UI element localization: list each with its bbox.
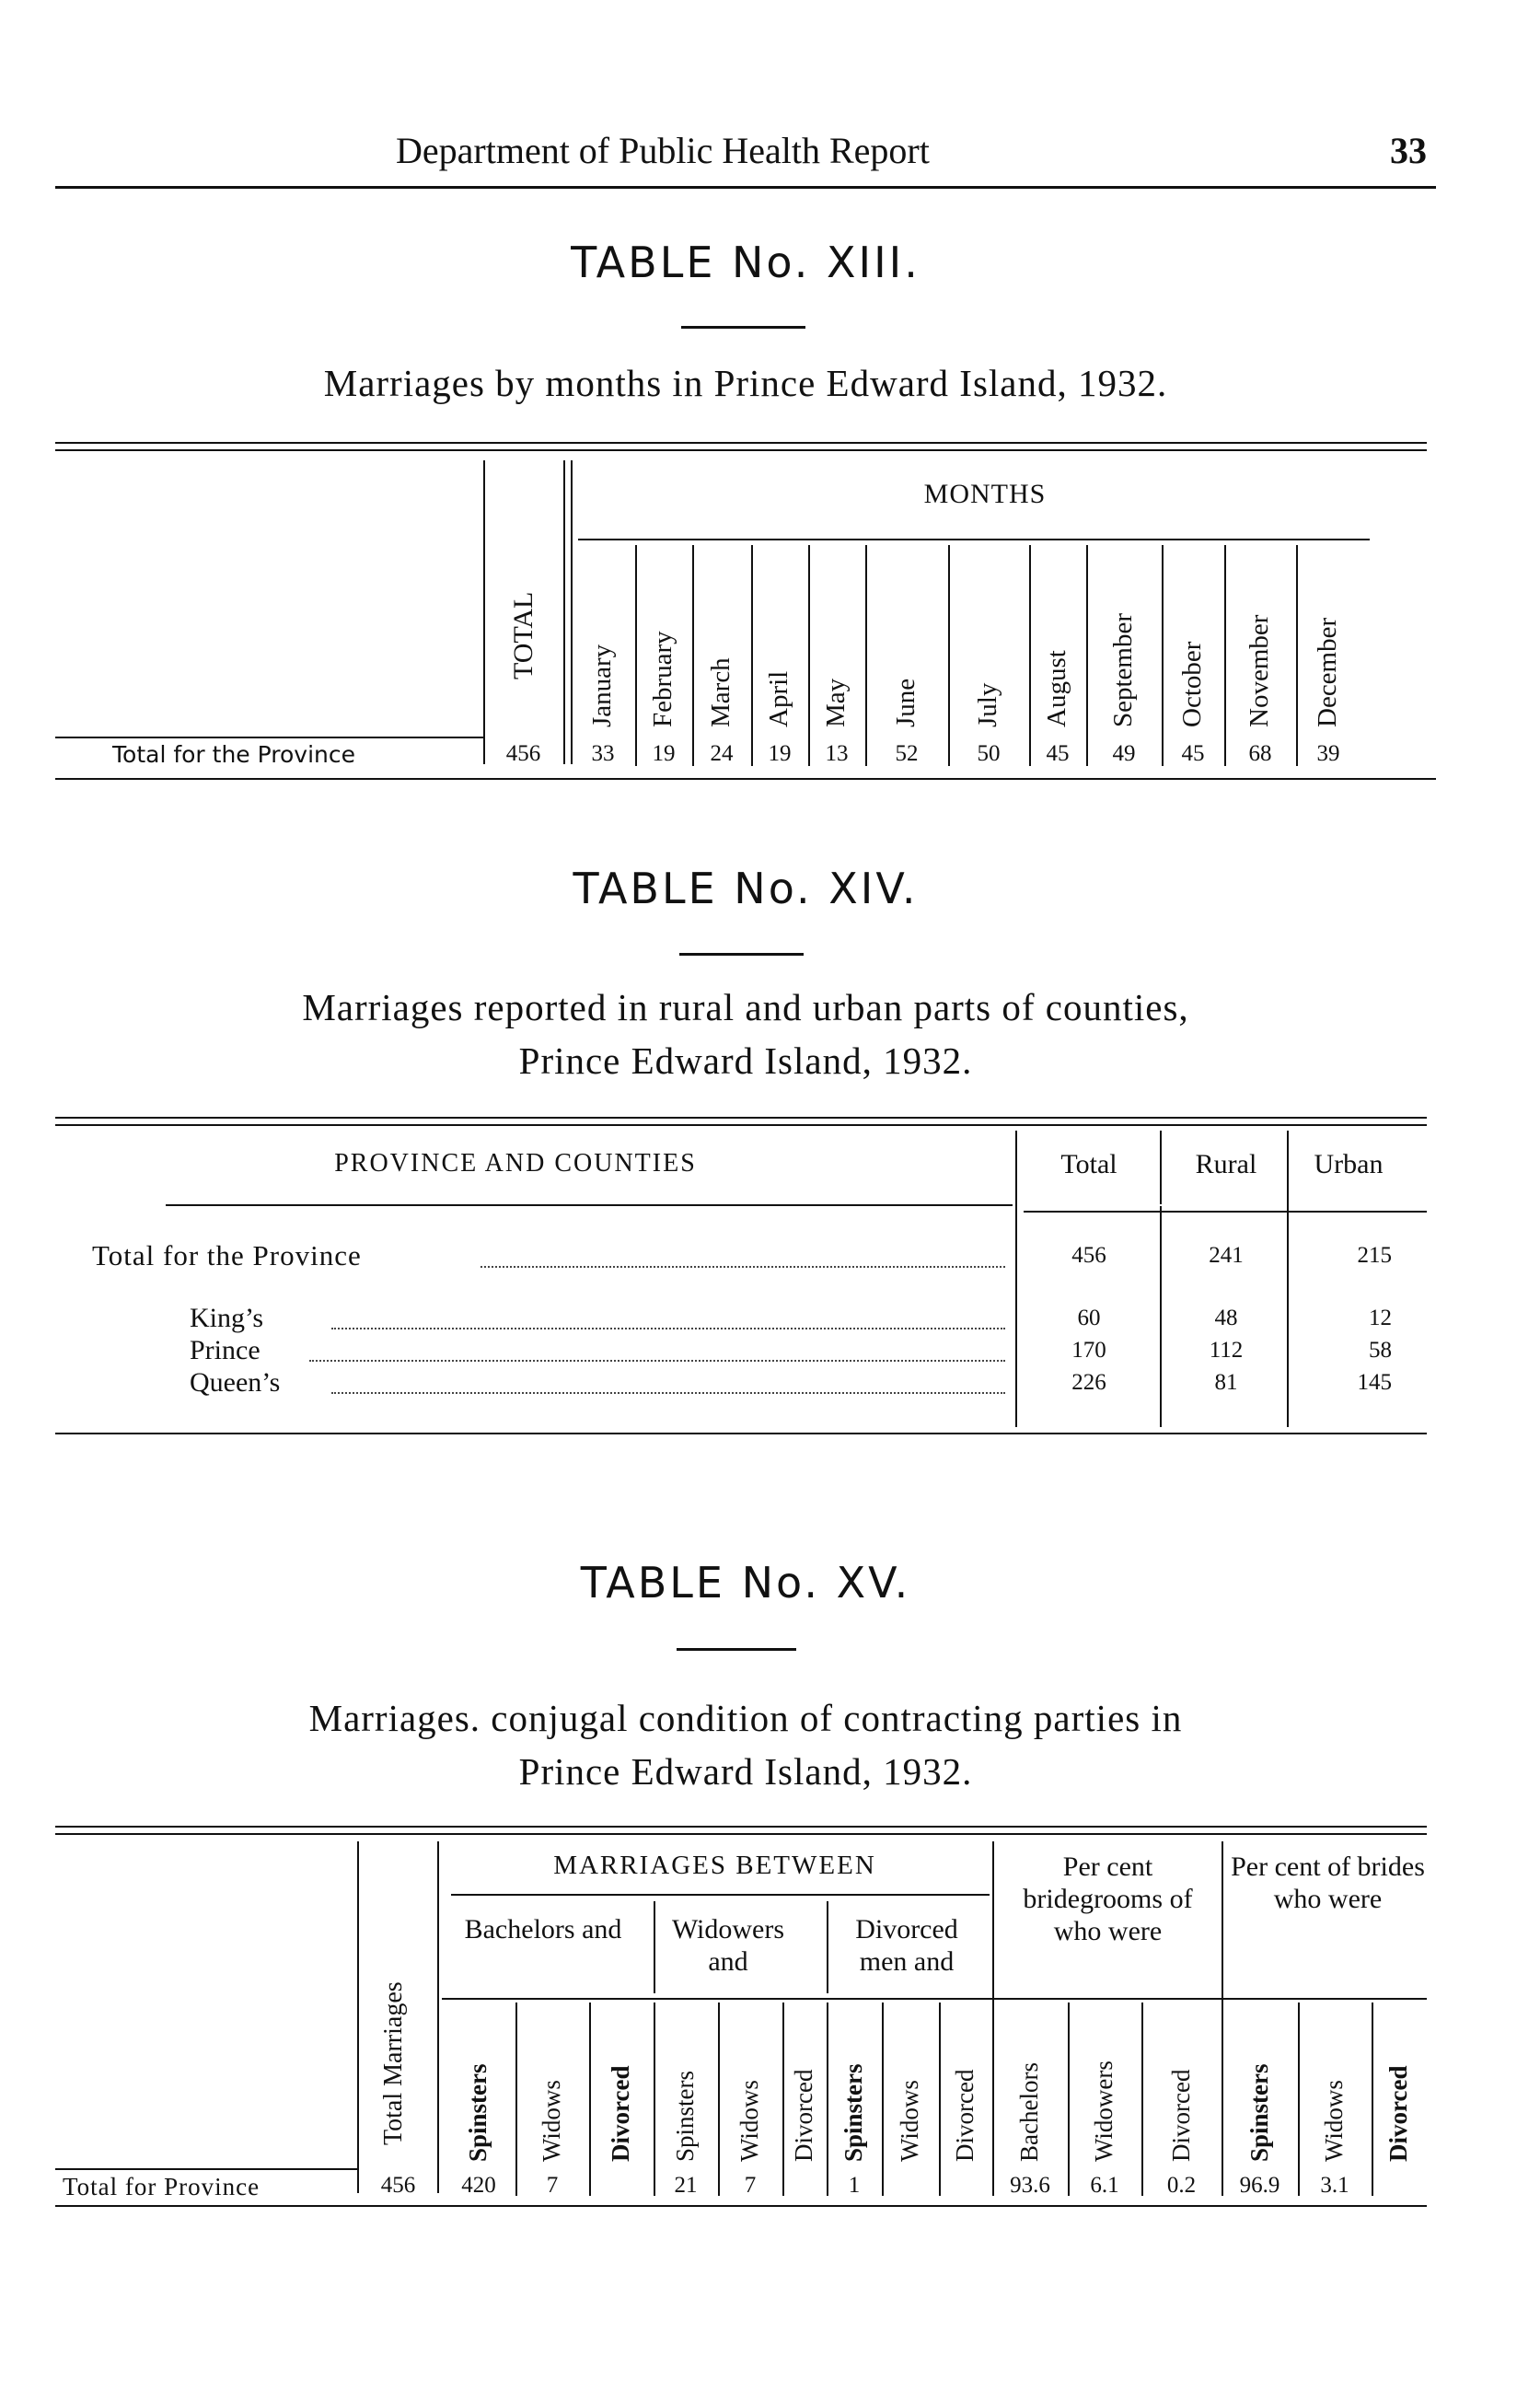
month-value: 68 — [1248, 741, 1272, 766]
table-14-urban: 58 — [1369, 1338, 1392, 1363]
table-14-top-rule — [55, 1117, 1427, 1119]
table-13-top-rule-2 — [55, 449, 1427, 451]
month-header: November — [1245, 614, 1274, 727]
table-14-urban: 145 — [1357, 1370, 1392, 1395]
table-15-row-rule-left — [55, 2168, 357, 2170]
rural-header: Rural — [1195, 1149, 1257, 1179]
month-header: March — [706, 657, 735, 727]
table-14-bottom-rule — [55, 1433, 1427, 1434]
month-value: 50 — [977, 741, 1001, 766]
percent-brides-header: Per cent of brides who were — [1231, 1852, 1425, 1914]
months-header-rule — [578, 539, 1370, 540]
month-value: 13 — [825, 741, 849, 766]
table-15-group-divider — [654, 1901, 655, 1993]
table-14-row-label: Queen’s — [190, 1367, 281, 1398]
subcolumn-divider — [939, 2002, 941, 2196]
group-divorced-header: Divorced men and — [855, 1914, 958, 1977]
subcolumn-header: Widows — [538, 2080, 565, 2162]
month-value: 39 — [1316, 741, 1340, 766]
table-15-total-value: 456 — [380, 2173, 416, 2198]
month-value: 49 — [1112, 741, 1136, 766]
table-14-top-rule-2 — [55, 1124, 1427, 1126]
subcolumn-divider — [718, 2002, 720, 2196]
month-header: January — [587, 644, 617, 727]
month-column-divider — [1296, 545, 1298, 766]
subcolumn-value: 1 — [848, 2173, 861, 2198]
month-column-divider — [1029, 545, 1031, 766]
table-13-row-rule — [55, 737, 483, 738]
subcolumn-header: Divorced — [1166, 2069, 1195, 2162]
subcolumn-divider — [654, 2002, 655, 2196]
total-column-header: TOTAL — [508, 591, 538, 679]
month-column-divider — [635, 545, 637, 766]
province-counties-header: PROVINCE AND COUNTIES — [334, 1149, 697, 1178]
subcolumn-divider — [515, 2002, 517, 2196]
month-column-divider — [692, 545, 694, 766]
subcolumn-value: 7 — [546, 2173, 559, 2198]
header-rule — [55, 186, 1436, 189]
subcolumn-header: Spinsters — [1245, 2063, 1273, 2162]
table-15-top-rule — [55, 1826, 1427, 1828]
table-14-caption-line-2: Prince Edward Island, 1932. — [518, 1039, 973, 1082]
subcolumn-divider — [782, 2002, 784, 2196]
subcolumn-value: 6.1 — [1090, 2173, 1119, 2198]
group-bachelors-header: Bachelors and — [464, 1914, 622, 1944]
leader-dots — [331, 1328, 1005, 1329]
table-14-rural: 48 — [1214, 1306, 1238, 1330]
month-column-divider — [1162, 545, 1164, 766]
table-15-divider — [437, 1841, 439, 2193]
subcolumn-header: Divorced — [607, 2065, 634, 2162]
table-15-bottom-rule — [55, 2205, 1427, 2207]
table-15-heading-rule — [677, 1648, 796, 1651]
group-widowers-header: Widowers and — [671, 1914, 785, 1977]
table-15-row-label: Total for Province — [63, 2173, 261, 2200]
table-14-divider — [1015, 1131, 1017, 1427]
table-14-row-label: Total for the Province — [92, 1239, 362, 1271]
table-13-row-label: Total for the Province — [112, 741, 356, 768]
subcolumn-header: Bachelors — [1015, 2062, 1043, 2162]
table-15-divider — [357, 1841, 359, 2193]
table-15-heading: TABLE No. XV. — [580, 1558, 911, 1608]
month-header: May — [821, 678, 851, 727]
subcolumn-divider — [589, 2002, 591, 2196]
leader-dots — [331, 1392, 1005, 1394]
subcolumn-divider — [882, 2002, 884, 2196]
table-14-row-label: Prince — [190, 1335, 261, 1365]
month-header: April — [764, 670, 793, 727]
month-column-divider — [1224, 545, 1226, 766]
month-header: June — [891, 678, 921, 727]
subcolumn-value: 93.6 — [1010, 2173, 1050, 2198]
month-header: December — [1313, 617, 1342, 727]
month-column-divider — [808, 545, 810, 766]
table-14-total: 170 — [1071, 1338, 1106, 1363]
month-value: 45 — [1046, 741, 1070, 766]
table-14-caption-line-1: Marriages reported in rural and urban parts of counties, — [302, 986, 1189, 1028]
table-14-urban: 215 — [1357, 1243, 1392, 1268]
total-marriages-header: Total Marriages — [379, 1981, 408, 2145]
subcolumn-value: 3.1 — [1320, 2173, 1349, 2198]
month-value: 19 — [652, 741, 676, 766]
table-15-caption-line-1: Marriages. conjugal condition of contracting parties in — [308, 1697, 1183, 1739]
table-14-total: 456 — [1071, 1243, 1106, 1268]
month-header: October — [1177, 641, 1207, 727]
month-value: 33 — [591, 741, 615, 766]
subcolumn-divider — [1372, 2002, 1373, 2196]
subcolumn-header: Spinsters — [671, 2070, 699, 2162]
months-header: MONTHS — [923, 479, 1047, 509]
table-14-divider — [1160, 1131, 1162, 1204]
table-13-heading-rule — [681, 326, 805, 329]
subcolumn-divider — [992, 2002, 994, 2196]
total-header: Total — [1060, 1149, 1117, 1179]
table-14-total: 60 — [1077, 1306, 1101, 1330]
marriages-between-header: MARRIAGES BETWEEN — [553, 1851, 876, 1880]
month-value: 19 — [768, 741, 792, 766]
table-14-heading: TABLE No. XIV. — [573, 864, 919, 913]
table-13-heading: TABLE No. XIII. — [571, 238, 921, 287]
table-13-top-rule — [55, 442, 1427, 444]
table-13-bottom-rule — [55, 778, 1436, 780]
month-header: September — [1108, 612, 1138, 727]
table-13-divider — [563, 460, 565, 764]
month-column-divider — [865, 545, 867, 766]
month-column-divider — [948, 545, 950, 766]
table-14-header-rule — [166, 1204, 1013, 1206]
subcolumn-header: Spinsters — [464, 2063, 492, 2162]
month-header: February — [648, 631, 677, 727]
subcolumn-divider — [1298, 2002, 1300, 2196]
subcolumn-header: Widowers — [1090, 2061, 1117, 2162]
subcolumn-divider — [1222, 2002, 1223, 2196]
leader-dots — [481, 1266, 1005, 1268]
table-14-header-rule-right — [1024, 1211, 1427, 1213]
table-14-urban: 12 — [1369, 1306, 1392, 1330]
table-13-total-value: 456 — [505, 741, 541, 766]
table-15-caption-line-2: Prince Edward Island, 1932. — [518, 1750, 973, 1793]
subcolumn-header: Widows — [896, 2080, 923, 2162]
month-header: August — [1042, 650, 1071, 727]
table-14-rural: 81 — [1214, 1370, 1238, 1395]
subcolumn-header: Divorced — [951, 2069, 978, 2162]
subcolumn-value: 0.2 — [1166, 2173, 1197, 2198]
subcolumn-divider — [1141, 2002, 1143, 2196]
subcolumn-divider — [1068, 2002, 1070, 2196]
subcolumn-header: Spinsters — [839, 2063, 867, 2162]
subheader-rule — [442, 1998, 1427, 2000]
subcolumn-header: Widows — [735, 2080, 763, 2162]
month-value: 52 — [895, 741, 919, 766]
subcolumn-header: Divorced — [790, 2069, 817, 2162]
table-14-rural: 241 — [1209, 1243, 1244, 1268]
month-column-divider — [1086, 545, 1088, 766]
subcolumn-header: Divorced — [1384, 2065, 1412, 2162]
urban-header: Urban — [1314, 1149, 1384, 1179]
table-14-row-label: King’s — [190, 1303, 264, 1333]
table-14-rural: 112 — [1209, 1338, 1244, 1363]
table-13-caption: Marriages by months in Prince Edward Island, 1932. — [323, 362, 1168, 404]
leader-dots — [309, 1360, 1005, 1362]
running-header: Department of Public Health Report — [396, 130, 930, 171]
subcolumn-value: 420 — [461, 2173, 496, 2198]
table-14-heading-rule — [679, 953, 804, 956]
subcolumn-divider — [827, 2002, 828, 2196]
marriages-between-rule — [451, 1894, 990, 1896]
subcolumn-header: Widows — [1320, 2080, 1348, 2162]
table-14-total: 226 — [1071, 1370, 1106, 1395]
subcolumn-value: 21 — [674, 2173, 698, 2198]
subcolumn-value: 96.9 — [1239, 2173, 1280, 2198]
month-header: July — [973, 682, 1002, 727]
page-number: 33 — [1390, 130, 1427, 171]
subcolumn-value: 7 — [744, 2173, 757, 2198]
table-13-divider — [483, 460, 485, 764]
month-value: 24 — [710, 741, 734, 766]
month-column-divider — [751, 545, 753, 766]
month-value: 45 — [1181, 741, 1205, 766]
table-15-top-rule-2 — [55, 1833, 1427, 1835]
percent-bridegrooms-header: Per cent bridegrooms of who were — [1023, 1852, 1193, 1946]
